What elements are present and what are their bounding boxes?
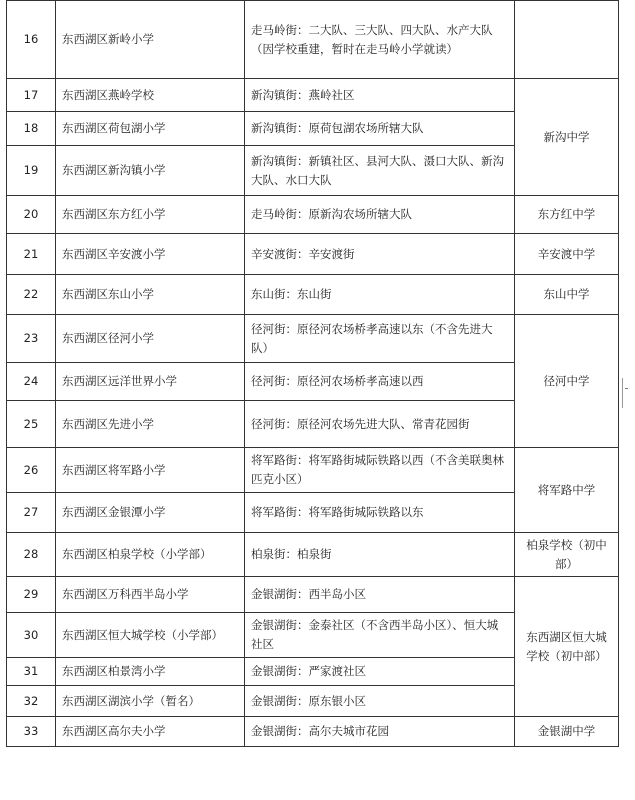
middle-school: 东山中学 <box>515 275 619 315</box>
school-name: 东西湖区先进小学 <box>56 401 245 448</box>
enrollment-area: 金银湖街：金泰社区（不含西半岛小区）、恒大城社区 <box>245 613 515 658</box>
enrollment-area: 金银湖街：严家渡社区 <box>245 658 515 686</box>
table-body <box>7 1 619 747</box>
row-number: 33 <box>7 717 56 747</box>
table-row <box>7 577 619 613</box>
row-number: 21 <box>7 234 56 275</box>
enrollment-area: 柏泉街：柏泉街 <box>245 533 515 577</box>
enrollment-area: 金银湖街：西半岛小区 <box>245 577 515 613</box>
table-row <box>7 196 619 234</box>
middle-school: 金银湖中学 <box>515 717 619 747</box>
table-row <box>7 1 619 79</box>
enrollment-area: 东山街：东山街 <box>245 275 515 315</box>
school-name: 东西湖区新沟镇小学 <box>56 146 245 196</box>
middle-school: 辛安渡中学 <box>515 234 619 275</box>
row-number: 27 <box>7 493 56 533</box>
enrollment-area: 径河街：原径河农场桥孝高速以西 <box>245 363 515 401</box>
school-name: 东西湖区径河小学 <box>56 315 245 363</box>
school-name: 东西湖区湖滨小学（暂名） <box>56 686 245 717</box>
middle-school: 东方红中学 <box>515 196 619 234</box>
middle-school: 径河中学 <box>515 315 619 448</box>
school-name: 东西湖区万科西半岛小学 <box>56 577 245 613</box>
school-name: 东西湖区柏泉学校（小学部） <box>56 533 245 577</box>
middle-school: 新沟中学 <box>515 79 619 196</box>
enrollment-area: 走马岭街：原新沟农场所辖大队 <box>245 196 515 234</box>
row-number: 24 <box>7 363 56 401</box>
table-row <box>7 448 619 493</box>
enrollment-area: 金银湖街：高尔夫城市花园 <box>245 717 515 747</box>
table-row <box>7 234 619 275</box>
table-row <box>7 717 619 747</box>
row-number: 29 <box>7 577 56 613</box>
school-name: 东西湖区燕岭学校 <box>56 79 245 112</box>
school-name: 东西湖区东山小学 <box>56 275 245 315</box>
row-number: 31 <box>7 658 56 686</box>
page-edge-mark <box>622 378 631 408</box>
row-number: 26 <box>7 448 56 493</box>
enrollment-area: 新沟镇街：原荷包湖农场所辖大队 <box>245 112 515 146</box>
row-number: 20 <box>7 196 56 234</box>
table-row <box>7 533 619 577</box>
table-row <box>7 79 619 112</box>
row-number: 17 <box>7 79 56 112</box>
school-name: 东西湖区高尔夫小学 <box>56 717 245 747</box>
school-name: 东西湖区远洋世界小学 <box>56 363 245 401</box>
row-number: 23 <box>7 315 56 363</box>
middle-school: 东西湖区恒大城学校（初中部） <box>515 577 619 717</box>
row-number: 30 <box>7 613 56 658</box>
table-row <box>7 275 619 315</box>
school-name: 东西湖区恒大城学校（小学部） <box>56 613 245 658</box>
row-number: 32 <box>7 686 56 717</box>
enrollment-area: 将军路街：将军路街城际铁路以东 <box>245 493 515 533</box>
school-name: 东西湖区将军路小学 <box>56 448 245 493</box>
row-number: 25 <box>7 401 56 448</box>
school-name: 东西湖区荷包湖小学 <box>56 112 245 146</box>
school-name: 东西湖区辛安渡小学 <box>56 234 245 275</box>
table-row <box>7 315 619 363</box>
enrollment-area: 新沟镇街：新镇社区、县河大队、滠口大队、新沟大队、水口大队 <box>245 146 515 196</box>
middle-school <box>515 1 619 79</box>
enrollment-area: 将军路街：将军路街城际铁路以西（不含美联奥林匹克小区） <box>245 448 515 493</box>
enrollment-area: 走马岭街：二大队、三大队、四大队、水产大队（因学校重建，暂时在走马岭小学就读） <box>245 1 515 79</box>
enrollment-area: 新沟镇街：燕岭社区 <box>245 79 515 112</box>
row-number: 16 <box>7 1 56 79</box>
school-name: 东西湖区东方红小学 <box>56 196 245 234</box>
middle-school: 将军路中学 <box>515 448 619 533</box>
school-name: 东西湖区金银潭小学 <box>56 493 245 533</box>
row-number: 28 <box>7 533 56 577</box>
row-number: 19 <box>7 146 56 196</box>
row-number: 22 <box>7 275 56 315</box>
school-name: 东西湖区新岭小学 <box>56 1 245 79</box>
school-district-table <box>6 0 619 747</box>
row-number: 18 <box>7 112 56 146</box>
enrollment-area: 辛安渡街：辛安渡街 <box>245 234 515 275</box>
middle-school: 柏泉学校（初中部） <box>515 533 619 577</box>
enrollment-area: 径河街：原径河农场先进大队、常青花园街 <box>245 401 515 448</box>
school-name: 东西湖区柏景湾小学 <box>56 658 245 686</box>
enrollment-area: 金银湖街：原东银小区 <box>245 686 515 717</box>
enrollment-area: 径河街：原径河农场桥孝高速以东（不含先进大队） <box>245 315 515 363</box>
